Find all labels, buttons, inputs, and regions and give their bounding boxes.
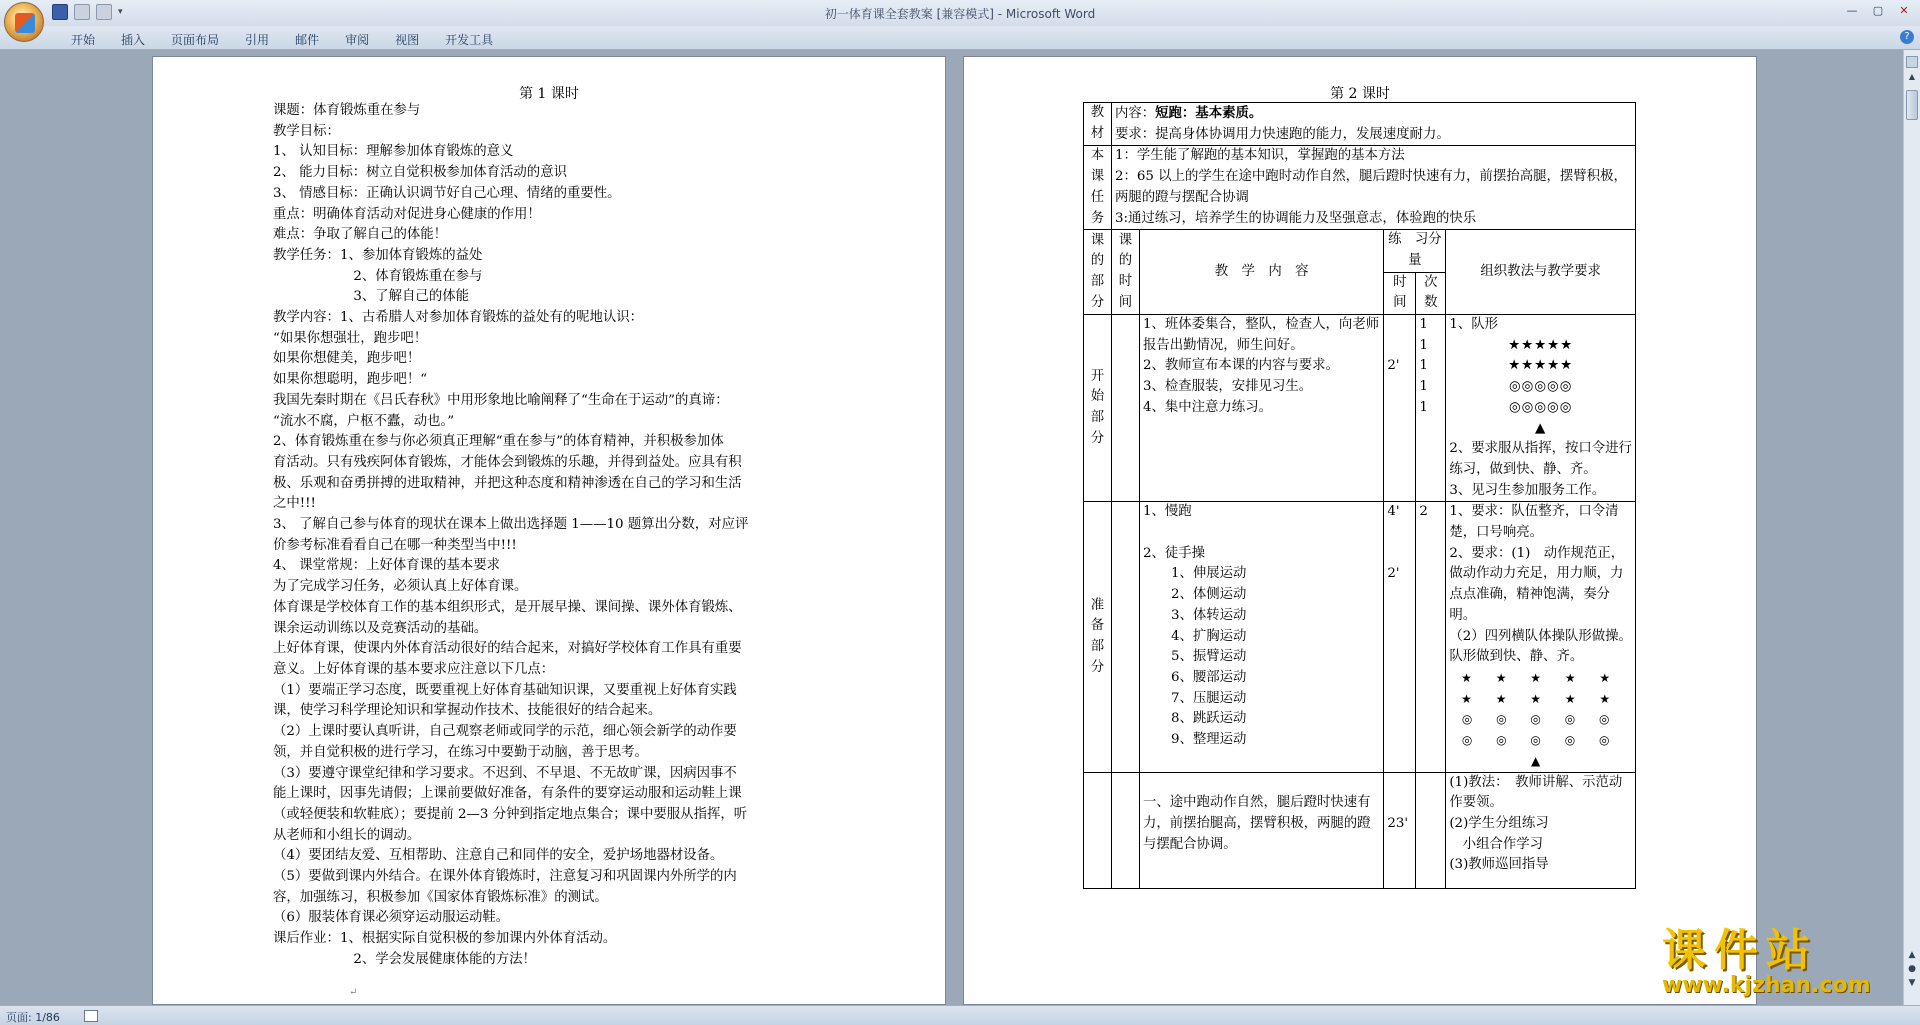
body-line: 能上课时，因事先请假；上课前要做好准备，有条件的要穿运动服和运动鞋上课	[273, 786, 742, 802]
tab-references[interactable]: 引用	[245, 33, 270, 47]
header-duration: 时间	[1384, 272, 1416, 314]
body-line: （5）要做到课内外结合。在课外体育锻炼时，注意复习和巩固课内外所学的内	[273, 869, 737, 885]
task-line: 2：65 以上的学生在途中跑时动作自然，腿后蹬时快速有力，前摆抬高腿，摆臂积极，两腿的蹬与摆配合协调	[1114, 169, 1627, 205]
method-line: 2、要求服从指挥，按口令进行练习，做到快、静、齐。	[1449, 441, 1632, 477]
tab-insert[interactable]: 插入	[121, 33, 146, 47]
body-line: 3、了解自己的体能	[273, 289, 469, 305]
formation-row: ◎◎◎◎◎	[1508, 399, 1573, 415]
ribbon-tabs	[58, 29, 506, 50]
exercise-item: 7、压腿运动	[1170, 690, 1247, 706]
watermark-logo	[1662, 925, 1898, 998]
body-line: 为了完成学习任务，必须认真上好体育课。	[273, 579, 528, 595]
next-page-icon[interactable]: ▼	[1908, 978, 1916, 988]
duration-value	[1387, 793, 1412, 814]
tab-review[interactable]: 审阅	[345, 33, 370, 47]
count-value: 2	[1419, 504, 1428, 520]
materials-header: 教材	[1084, 103, 1112, 146]
method-line: 队形做到快、静、齐。	[1449, 649, 1584, 665]
body-line: （3）要遵守课堂纪律和学习要求。不迟到、不早退、不无故旷课，因病因事不	[273, 765, 737, 781]
body-line: 2、学会发展健康体能的方法！	[273, 951, 536, 967]
section-time-cell	[1111, 502, 1139, 772]
body-line: 1、 认知目标：理解参加体育锻炼的意义	[273, 144, 514, 160]
header-practice: 练 习分 量	[1384, 230, 1446, 272]
content-line	[1143, 523, 1380, 544]
document-workspace	[0, 50, 1903, 1005]
materials-cell	[1111, 103, 1635, 146]
browse-object-icon[interactable]: ●	[1908, 964, 1916, 974]
header-content: 教 学 内 容	[1139, 230, 1383, 315]
materials-requirement: 要求：提高身体协调用力快速跑的能力，发展速度耐力。	[1114, 126, 1450, 142]
exercise-item: 8、跳跃运动	[1170, 711, 1247, 727]
body-line: 3、 情感目标：正确认识调节好自己心理、情绪的重要性。	[273, 185, 621, 201]
formation-row: ◎ ◎ ◎ ◎ ◎	[1461, 733, 1620, 748]
count-value: 1	[1419, 358, 1428, 374]
formation-row: ◎ ◎ ◎ ◎ ◎	[1461, 712, 1620, 727]
document-page-1[interactable]	[152, 56, 946, 1005]
formation-row: ◎◎◎◎◎	[1508, 379, 1573, 395]
body-line: 教学内容：1、古希腊人对参加体育锻炼的益处有的呢地认识：	[273, 310, 644, 326]
materials-content-label: 内容：	[1114, 106, 1156, 121]
body-line: （2）上课时要认真听讲，自己观察老师或同学的示范，细心领会新学的动作要	[273, 724, 737, 740]
content-line: 2、教师宣布本课的内容与要求。	[1142, 358, 1339, 374]
title-bar	[0, 0, 1920, 26]
body-line: 难点：争取了解自己的体能！	[273, 227, 448, 243]
section-content	[1139, 772, 1383, 888]
body-line: “如果你想强壮，跑步吧！	[273, 330, 428, 346]
method-line: 小组合作学习	[1449, 836, 1544, 852]
method-line: 3、见习生参加服务工作。	[1449, 482, 1606, 498]
header-part: 课的部分	[1084, 230, 1112, 315]
teacher-marker: ▲	[1535, 420, 1547, 436]
section-time-cell	[1111, 772, 1139, 888]
office-logo-icon	[15, 13, 35, 33]
content-line: 1、班体委集合，整队，检查人，向老师报告出勤情况，师生问好。	[1142, 317, 1380, 353]
window-controls	[1840, 2, 1916, 20]
duration-value	[1387, 773, 1412, 794]
close-button[interactable]: ✕	[1899, 4, 1909, 17]
content-line: 3、检查服装，安排见习生。	[1142, 379, 1313, 395]
section-time-cell	[1111, 315, 1139, 502]
body-line: 2、体育锻炼重在参与	[273, 268, 483, 284]
formation-row: ★★★★★	[1508, 358, 1574, 374]
formation-row: ★ ★ ★ ★ ★	[1461, 691, 1621, 706]
exercise-item: 3、体转运动	[1170, 607, 1247, 623]
duration-value: 2'	[1387, 358, 1400, 374]
section-duration	[1384, 772, 1416, 888]
help-icon[interactable]: ?	[1900, 30, 1914, 44]
header-method: 组织教法与教学要求	[1446, 230, 1636, 315]
task-line: 1：学生能了解跑的基本知识，掌握跑的基本方法	[1114, 148, 1405, 164]
body-line: 如果你想健美，跑步吧！	[273, 351, 421, 367]
content-line: 一、途中跑动作自然，腿后蹬时快速有力，前摆抬腿高，摆臂积极，两腿的蹬与摆配合协调。	[1142, 795, 1371, 852]
body-line: 2、体育锻炼重在参与你必须真正理解“重在参与”的体育精神，并积极参加体	[273, 434, 724, 450]
office-button[interactable]	[4, 2, 44, 42]
tab-home[interactable]: 开始	[71, 33, 96, 47]
scroll-thumb[interactable]	[1906, 90, 1918, 120]
tab-page-layout[interactable]: 页面布局	[171, 33, 220, 47]
duration-value	[1387, 544, 1412, 565]
body-line: 体育课是学校体育工作的基本组织形式，是开展早操、课间操、课外体育锻炼、	[273, 599, 742, 615]
duration-value	[1387, 336, 1412, 357]
header-count: 次数	[1416, 272, 1446, 314]
method-line: 2、要求：(1) 动作规范正，做动作动力充足，用力顺，力点点准确，精神饱满，奏分明。	[1449, 545, 1625, 623]
minimize-button[interactable]: —	[1846, 4, 1858, 17]
section-content	[1139, 502, 1383, 772]
method-line: (3)教师巡回指导	[1449, 857, 1549, 873]
header-time: 课的时间	[1111, 230, 1139, 315]
section-method	[1446, 772, 1636, 888]
body-line: 从老师和小组长的调动。	[273, 827, 421, 843]
body-line: 极、乐观和奋勇拼搏的进取精神，并把这种态度和精神渗透在自己的学习和生活	[273, 475, 742, 491]
section-duration	[1384, 502, 1416, 772]
duration-value: 4'	[1387, 504, 1400, 520]
body-line: 课余运动训练以及竞赛活动的基础。	[273, 620, 488, 636]
table-row-main	[1084, 772, 1636, 888]
body-line: 课题：体育锻炼重在参与	[273, 103, 421, 118]
duration-value	[1387, 523, 1412, 544]
body-line: 之中!!!	[273, 496, 316, 512]
method-line: (2)学生分组练习	[1449, 815, 1549, 831]
proofing-icon[interactable]	[84, 1010, 98, 1022]
previous-page-icon[interactable]: ▲	[1908, 950, 1916, 960]
table-row-warmup	[1084, 502, 1636, 772]
ribbon	[0, 26, 1920, 50]
paragraph-mark-icon: ↵	[349, 987, 358, 998]
tasks-cell	[1111, 146, 1635, 230]
body-line: 教学目标：	[273, 123, 340, 139]
teacher-marker: ▲	[1531, 753, 1551, 768]
section-content	[1139, 315, 1383, 502]
body-line: （4）要团结友爱、互相帮助、注意自己和同伴的安全，爱护场地器材设备。	[273, 848, 724, 864]
table-row-tasks	[1084, 146, 1636, 230]
count-value: 1	[1419, 317, 1428, 333]
table-row-start	[1084, 315, 1636, 502]
maximize-button[interactable]: ▢	[1872, 4, 1884, 17]
body-line: 课后作业：1、根据实际自觉积极的参加课内外体育活动。	[273, 931, 617, 947]
task-line: 3:通过练习，培养学生的协调能力及坚强意志，体验跑的快乐	[1114, 210, 1477, 226]
body-line: 价参考标准看看自己在哪一种类型当中!!!	[273, 537, 517, 553]
exercise-item: 5、振臂运动	[1170, 649, 1247, 665]
method-line: （2）四列横队体操队形做操。	[1449, 628, 1632, 644]
body-line: （6）服装体育课必须穿运动服运动鞋。	[273, 910, 510, 926]
method-line: 1、要求：队伍整齐，口令清楚，口号响亮。	[1449, 504, 1619, 541]
section-count	[1416, 502, 1446, 772]
window-title: 初一体育课全套教案 [兼容模式] - Microsoft Word	[824, 7, 1096, 21]
section-part: 开始部分	[1084, 315, 1112, 502]
method-line: 1、队形	[1449, 317, 1499, 333]
duration-value	[1387, 315, 1412, 336]
section-part	[1084, 772, 1112, 888]
content-line: 2、徒手操	[1142, 545, 1206, 561]
section-count	[1416, 772, 1446, 888]
body-line: 意义。上好体育课的基本要求应注意以下几点：	[273, 661, 555, 677]
count-value: 1	[1419, 399, 1428, 415]
lesson-plan-table	[1083, 102, 1636, 889]
view-ruler-icon[interactable]	[1906, 56, 1918, 68]
body-line: 我国先秦时期在《吕氏春秋》中用形象地比喻阐释了“生命在于运动”的真谛：	[273, 392, 729, 408]
tasks-header: 本课任务	[1084, 146, 1112, 230]
customize-qat-icon[interactable]: ▾	[118, 7, 123, 17]
page-2-title: 第 2 课时	[1330, 86, 1390, 102]
materials-content-bold: 短跑：基本素质。	[1155, 105, 1263, 121]
page-1-body	[273, 101, 833, 971]
tab-mailings[interactable]: 邮件	[295, 33, 320, 47]
body-line: “流水不腐，户枢不蠹，动也。”	[273, 413, 455, 429]
exercise-item: 6、腰部运动	[1170, 669, 1247, 685]
body-line: 容，加强练习，积极参加《国家体育锻炼标准》的测试。	[273, 889, 608, 905]
body-line: 育活动。只有残疾阿体育锻炼，才能体会到锻炼的乐趣，并得到益处。应具有积	[273, 454, 742, 470]
method-line: (1)教法： 教师讲解、示范动作要领。	[1449, 774, 1623, 811]
status-bar	[0, 1005, 1920, 1025]
table-header-row	[1084, 230, 1636, 272]
body-line: 课，使学习科学理论知识和掌握动作技术、技能很好的结合起来。	[273, 703, 662, 719]
section-method	[1446, 502, 1636, 772]
body-line: （1）要端正学习态度，既要重视上好体育基础知识课，又要重视上好体育实践	[273, 682, 737, 698]
status-page-count[interactable]: 页面: 1/86	[6, 1011, 60, 1024]
count-value: 1	[1419, 337, 1428, 353]
count-value: 1	[1419, 379, 1428, 395]
tab-view[interactable]: 视图	[395, 33, 420, 47]
exercise-item: 9、整理运动	[1170, 732, 1247, 748]
watermark-title: 课件站	[1662, 925, 1818, 976]
section-duration	[1384, 315, 1416, 502]
document-page-2[interactable]	[963, 56, 1757, 1005]
body-line: 3、 了解自己参与体育的现状在课本上做出选择题 1——10 题算出分数，对应评	[273, 517, 749, 533]
body-line: 4、 课堂常规：上好体育课的基本要求	[273, 558, 501, 574]
content-line	[1143, 773, 1380, 794]
section-count	[1416, 315, 1446, 502]
exercise-item: 4、扩胸运动	[1170, 628, 1247, 644]
content-line: 1、慢跑	[1142, 504, 1192, 520]
page-1-title: 第 1 课时	[519, 86, 579, 102]
scroll-up-icon[interactable]: ▲	[1908, 72, 1916, 81]
body-line: （或轻便装和软鞋底）；要提前 2—3 分钟到指定地点集合；课中要服从指挥，听	[273, 806, 748, 822]
body-line: 如果你想聪明，跑步吧！“	[273, 372, 428, 388]
content-line: 4、集中注意力练习。	[1142, 399, 1272, 415]
body-line: 2、 能力目标：树立自觉积极参加体育活动的意识	[273, 165, 567, 181]
formation-row: ★ ★ ★ ★ ★	[1461, 670, 1621, 685]
tab-developer[interactable]: 开发工具	[445, 33, 494, 47]
section-method	[1446, 315, 1636, 502]
table-row-materials	[1084, 103, 1636, 146]
duration-value: 23'	[1387, 815, 1409, 831]
watermark-url: www.kjzhan.com	[1662, 973, 1871, 998]
body-line: 领，并自觉积极的进行学习，在练习中要勤于动脑，善于思考。	[273, 744, 648, 760]
vertical-scrollbar[interactable]	[1903, 50, 1920, 1005]
body-line: 重点：明确体育活动对促进身心健康的作用！	[273, 206, 541, 222]
section-part: 准备部分	[1084, 502, 1112, 772]
exercise-item: 1、伸展运动	[1170, 566, 1247, 582]
formation-row: ★★★★★	[1508, 337, 1574, 353]
exercise-item: 2、体侧运动	[1170, 587, 1247, 603]
body-line: 上好体育课，使课内外体育活动很好的结合起来，对搞好学校体育工作具有重要	[273, 641, 742, 657]
duration-value: 2'	[1387, 566, 1400, 582]
body-line: 教学任务：1、参加体育锻炼的益处	[273, 247, 483, 263]
